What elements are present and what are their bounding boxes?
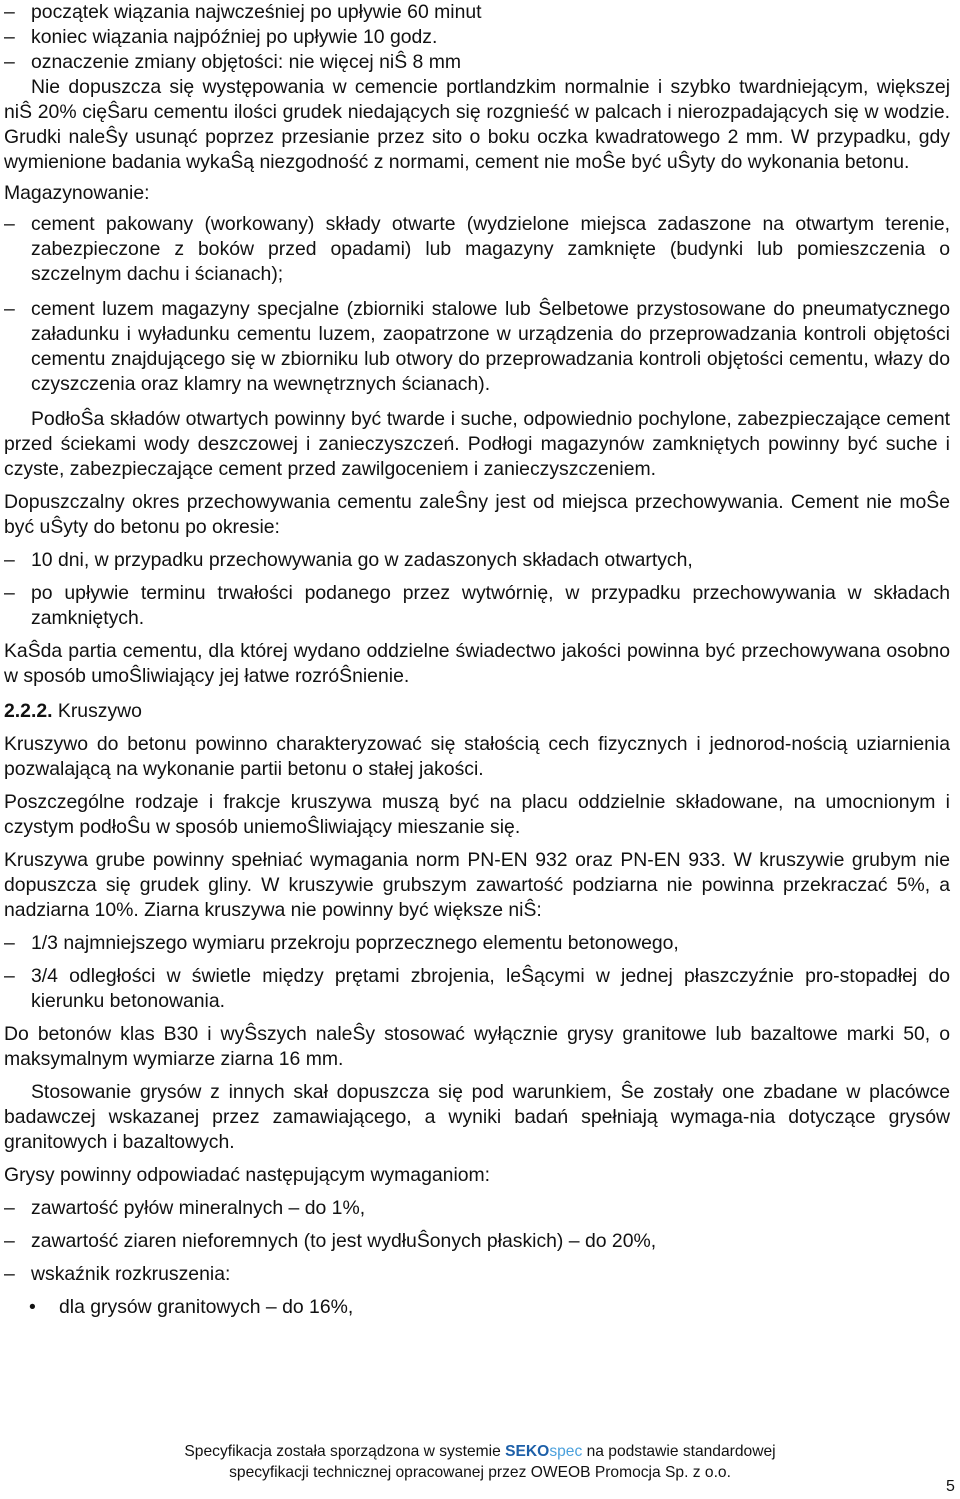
period-item-closed: – po upływie terminu trwałości podanego przez wytwórnię, w przypadku przechowywania w składach zamkniętych. bbox=[4, 581, 950, 631]
grain-item-section: – 1/3 najmniejszego wymiaru przekroju poprzecznego elementu betonowego, bbox=[4, 931, 950, 956]
paragraph-b30: Do betonów klas B30 i wyŜszych naleŜy stosować wyłącznie grysy granitowe lub bazaltowe marki 50, o maksymalnym wymiarze ziarna 16 mm. bbox=[4, 1023, 950, 1070]
section-heading bbox=[4, 699, 950, 724]
paragraph-other-rocks: Stosowanie grysów z innych skał dopuszcza się pod warunkiem, Ŝe zostały one zbadane w placówce badawczej wskazanej przez zamawiającego, a wyniki badań spełniają wymaga-nia dotyczące grysów granitowych i bazaltowych. bbox=[4, 1081, 950, 1153]
paragraph-storage-period: Dopuszczalny okres przechowywania cementu zaleŜny jest od miejsca przechowywania. Cement nie moŜe być uŜyty do betonu po okresie: bbox=[4, 491, 950, 538]
storage-item-bulk: – cement luzem magazyny specjalne (zbiorniki stalowe lub Ŝelbetowe przystosowane do pneumatycznego załadunku i wyładunku cementu luzem, zaopatrzone w urządzenia do przeprowadzania kontroli objętości cementu znajdującego się w zbiorniku lub otwory do przeprowadzania kontroli objętości cementu, włazy do czyszczenia oraz klamry na wewnętrznych ścianach). bbox=[4, 297, 950, 397]
paragraph-floors: PodłoŜa składów otwartych powinny być twarde i suche, odpowiednio pochylone, zabezpieczające cement przed ściekami wody deszczowej i zanieczyszczeń. Podłogi magazynów zamkniętych powinny być suche i czyste, zabezpieczające cement przed zawilgoceniem i zanieczyszczeniem. bbox=[4, 408, 950, 480]
footer-text-pre: Specyfikacja została sporządzona w systemie bbox=[184, 1443, 501, 1460]
req-bullet-granite: • dla grysów granitowych – do 16%, bbox=[4, 1295, 950, 1320]
brand-spec: spec bbox=[549, 1443, 583, 1460]
paragraph-aggregate-3: Kruszywa grube powinny spełniać wymagania norm PN-EN 932 oraz PN-EN 933. W kruszywie grubym nie dopuszcza się grudek gliny. W kruszywie grubszym zawartość podziarna nie powinna przekraczać 5%, a nadziarna 10%. Ziarna kruszywa nie powinny być większe niŜ: bbox=[4, 849, 950, 921]
req-item-irregular: – zawartość ziaren nieforemnych (to jest wydłuŜonych płaskich) – do 20%, bbox=[4, 1229, 950, 1254]
paragraph-batch: KaŜda partia cementu, dla której wydano oddzielne świadectwo jakości powinna być przechowywana osobno w sposób umoŜliwiający jej łatwe rozróŜnienie. bbox=[4, 640, 950, 687]
volume-change-item: – oznaczenie zmiany objętości: nie więcej niŜ 8 mm bbox=[4, 50, 950, 75]
storage-label: Magazynowanie: bbox=[4, 182, 150, 204]
paragraph-requirements: Grysy powinny odpowiadać następującym wymaganiom: bbox=[4, 1164, 491, 1186]
page-footer bbox=[0, 1441, 960, 1483]
page-number: 5 bbox=[946, 1478, 955, 1495]
paragraph-aggregate-2: Poszczególne rodzaje i frakcje kruszywa muszą być na placu oddzielnie składowane, na umocnionym i czystym podłoŜu w sposób uniemoŜliwiający mieszanie się. bbox=[4, 791, 950, 838]
req-item-dust: – zawartość pyłów mineralnych – do 1%, bbox=[4, 1196, 950, 1221]
req-item-crushing: – wskaźnik rozkruszenia: bbox=[4, 1262, 950, 1287]
grain-item-rebar: – 3/4 odległości w świetle między prętami zbrojenia, leŜącymi w jednej płaszczyźnie pro-stopadłej do kierunku betonowania. bbox=[4, 964, 950, 1014]
period-item-open: – 10 dni, w przypadku przechowywania go w zadaszonych składach otwartych, bbox=[4, 548, 950, 573]
footer-text-post: na podstawie standardowej bbox=[586, 1443, 776, 1460]
brand-seko: SEKO bbox=[505, 1443, 550, 1460]
paragraph-aggregate-1: Kruszywo do betonu powinno charakteryzować się stałością cech fizycznych i jednorod-nością uziarnienia pozwalającą na wykonanie partii betonu o stałej jakości. bbox=[4, 733, 950, 780]
setting-end-item: – koniec wiązania najpóźniej po upływie 10 godz. bbox=[4, 25, 950, 50]
storage-item-packed: – cement pakowany (workowany) składy otwarte (wydzielone miejsca zadaszone na otwartym terenie, zabezpieczone z boków przed opadami) lub magazyny zamknięte (budynki lub pomieszczenia o szczelnym dachu i ścianach); bbox=[4, 212, 950, 287]
section-number: 2.2.2. bbox=[4, 700, 53, 722]
setting-start-item: – początek wiązania najwcześniej po upływie 60 minut bbox=[4, 0, 950, 25]
document-body bbox=[4, 0, 950, 1320]
paragraph-lumps: Nie dopuszcza się występowania w cemencie portlandzkim normalnie i szybko twardniejącym, większej niŜ 20% cięŜaru cementu ilości grudek niedających się rozgnieść w palcach i nierozpadających się w wodzie. Grudki naleŜy usunąć poprzez przesianie przez sito o boku oczka kwadratowego 2 mm. W przypadku, gdy wymienione badania wykaŜą niezgodność z normami, cement nie moŜe być uŜyty do wykonania betonu. bbox=[4, 76, 950, 173]
footer-line-1 bbox=[0, 1441, 960, 1462]
section-title: Kruszywo bbox=[57, 700, 142, 722]
footer-line-2: specyfikacji technicznej opracowanej przez OWEOB Promocja Sp. z o.o. bbox=[229, 1464, 731, 1481]
brand-logo bbox=[505, 1443, 582, 1460]
